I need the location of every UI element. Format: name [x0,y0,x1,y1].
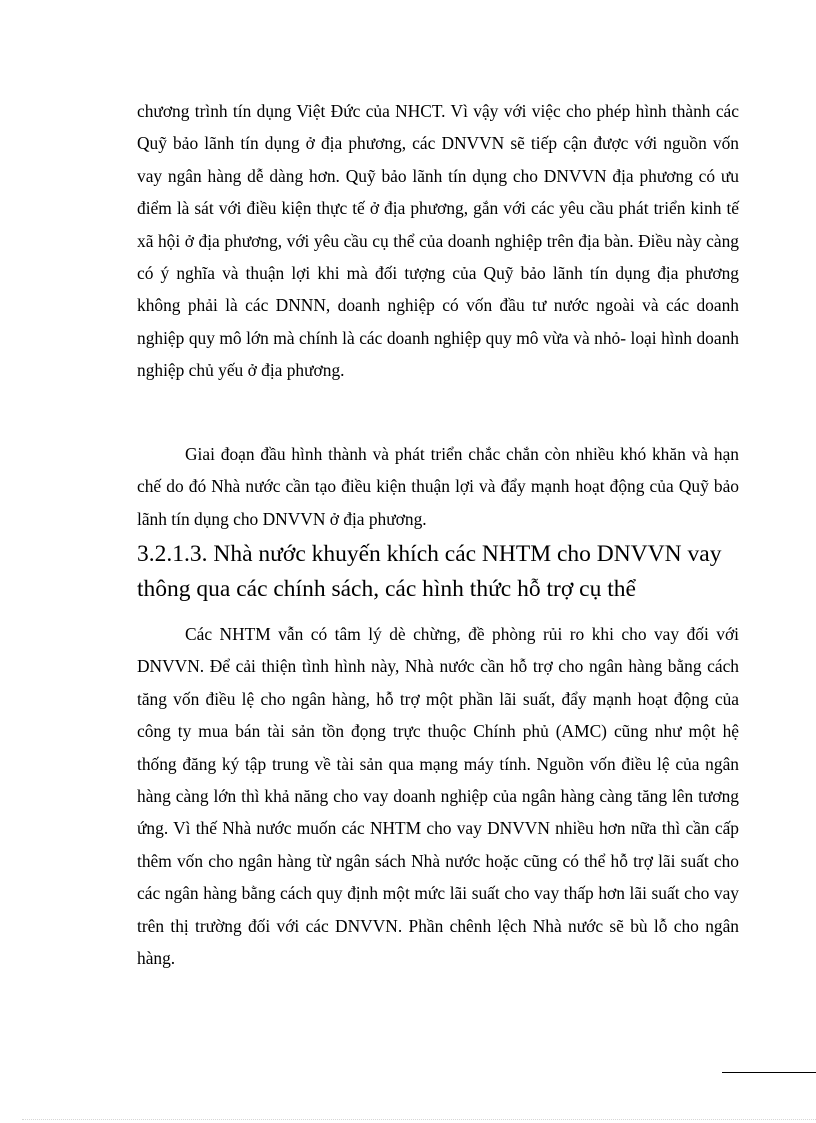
body-paragraph-3: Các NHTM vẫn có tâm lý dè chừng, đề phòng rủi ro khi cho vay đối với DNVVN. Để cải thiện tình hình này, Nhà nước cần hỗ trợ cho ngân hàng bằng cách tăng vốn điều lệ cho ngân hàng, hỗ trợ một phần lãi suất, đẩy mạnh hoạt động của công ty mua bán tài sản tồn đọng trực thuộc Chính phủ (AMC) cũng như một hệ thống đăng ký tập trung về tài sản qua mạng máy tính. Nguồn vốn điều lệ của ngân hàng càng lớn thì khả năng cho vay doanh nghiệp của ngân hàng càng tăng lên tương ứng. Vì thế Nhà nước muốn các NHTM cho vay DNVVN nhiều hơn nữa thì cần cấp thêm vốn cho ngân hàng từ ngân sách Nhà nước hoặc cũng có thể hỗ trợ lãi suất cho các ngân hàng bằng cách quy định một mức lãi suất cho vay thấp hơn lãi suất cho vay trên thị trường đối với các DNVVN. Phần chênh lệch Nhà nước sẽ bù lỗ cho ngân hàng. [137,624,739,969]
body-paragraph-2: Giai đoạn đầu hình thành và phát triển chắc chắn còn nhiều khó khăn và hạn chế do đó Nhà nước cần tạo điều kiện thuận lợi và đẩy mạnh hoạt động của Quỹ bảo lãnh tín dụng cho DNVVN ở địa phương. [137,444,739,529]
page-bottom-border [22,1119,816,1120]
footer-rule [722,1072,816,1073]
section-heading: 3.2.1.3. Nhà nước khuyến khích các NHTM cho DNVVN vay thông qua các chính sách, các hình thức hỗ trợ cụ thể [137,541,722,602]
body-paragraph-1: chương trình tín dụng Việt Đức của NHCT. Vì vậy với việc cho phép hình thành các Quỹ bảo lãnh tín dụng ở địa phương, các DNVVN sẽ tiếp cận được với nguồn vốn vay ngân hàng dễ dàng hơn. Quỹ bảo lãnh tín dụng cho DNVVN địa phương có ưu điểm là sát với điều kiện thực tế ở địa phương, gắn với các yêu cầu phát triển kinh tế xã hội ở địa phương, với yêu cầu cụ thể của doanh nghiệp trên địa bàn. Điều này càng có ý nghĩa và thuận lợi khi mà đối tượng của Quỹ bảo lãnh tín dụng địa phương không phải là các DNNN, doanh nghiệp có vốn đầu tư nước ngoài và các doanh nghiệp quy mô lớn mà chính là các doanh nghiệp quy mô vừa và nhỏ- loại hình doanh nghiệp chủ yếu ở địa phương. [137,101,739,381]
